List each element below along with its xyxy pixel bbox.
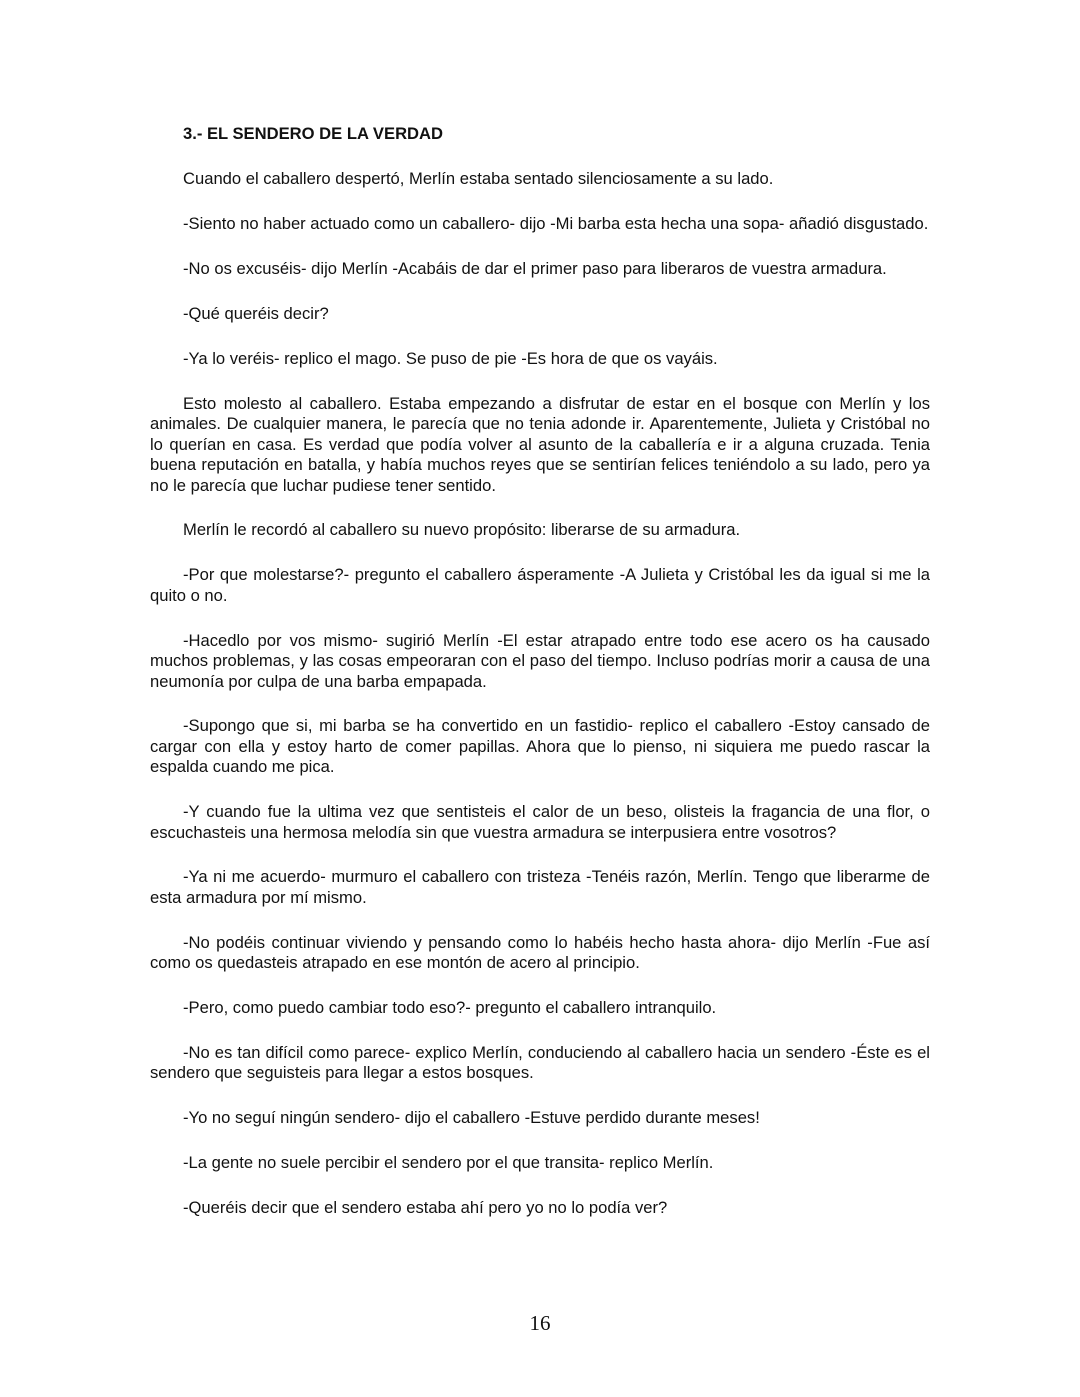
paragraph: Merlín le recordó al caballero su nuevo propósito: liberarse de su armadura.	[183, 520, 741, 540]
paragraph: -Queréis decir que el sendero estaba ahí pero yo no lo podía ver?	[183, 1198, 668, 1218]
paragraph: -Ya ni me acuerdo- murmuro el caballero con tristeza -Tenéis razón, Merlín. Tengo que liberarme de esta armadura por mí mismo.	[150, 867, 930, 907]
paragraph: Esto molesto al caballero. Estaba empezando a disfrutar de estar en el bosque con Merlín y los animales. De cualquier manera, le parecía que no tenia adonde ir. Aparentemente, Julieta y Cristóbal no lo querían en casa. Es verdad que podía volver al asunto de la caballería e ir a alguna cruzada. Tenia buena reputación en batalla, y había muchos reyes que se sentirían felices teniéndolo a su lado, pero ya no le parecía que luchar pudiese tener sentido.	[150, 393, 930, 495]
paragraph: -Ya lo veréis- replico el mago. Se puso de pie -Es hora de que os vayáis.	[183, 349, 718, 369]
paragraph: -Yo no seguí ningún sendero- dijo el caballero -Estuve perdido durante meses!	[183, 1108, 760, 1128]
page-content	[150, 124, 930, 1219]
paragraph: -Hacedlo por vos mismo- sugirió Merlín -El estar atrapado entre todo ese acero os ha causado muchos problemas, y las cosas empeoraran con el paso del tiempo. Incluso podrías morir a causa de una neumonía por culpa de una barba empapada.	[150, 630, 930, 691]
chapter-heading: 3.- EL SENDERO DE LA VERDAD	[183, 124, 444, 143]
paragraph: -Siento no haber actuado como un caballero- dijo -Mi barba esta hecha una sopa- añadió disgustado.	[183, 214, 929, 234]
paragraph: -No os excuséis- dijo Merlín -Acabáis de dar el primer paso para liberaros de vuestra armadura.	[183, 259, 887, 279]
paragraph: -Pero, como puedo cambiar todo eso?- pregunto el caballero intranquilo.	[183, 998, 717, 1018]
paragraph: -Qué queréis decir?	[183, 304, 329, 324]
paragraph: -No podéis continuar viviendo y pensando como lo habéis hecho hasta ahora- dijo Merlín -Fue así como os quedasteis atrapado en ese montón de acero al principio.	[150, 932, 930, 973]
paragraph: -Por que molestarse?- pregunto el caballero ásperamente -A Julieta y Cristóbal les da igual si me la quito o no.	[150, 565, 930, 605]
paragraph: -No es tan difícil como parece- explico Merlín, conduciendo al caballero hacia un sendero -Éste es el sendero que seguisteis para llegar a estos bosques.	[150, 1042, 930, 1083]
paragraph: -La gente no suele percibir el sendero por el que transita- replico Merlín.	[183, 1153, 714, 1173]
paragraph: Cuando el caballero despertó, Merlín estaba sentado silenciosamente a su lado.	[183, 169, 774, 189]
paragraph: -Y cuando fue la ultima vez que sentisteis el calor de un beso, olisteis la fragancia de una flor, o escuchasteis una hermosa melodía sin que vuestra armadura se interpusiera entre vosotros?	[150, 802, 930, 842]
page-number: 16	[529, 1311, 551, 1335]
paragraph: -Supongo que si, mi barba se ha convertido en un fastidio- replico el caballero -Estoy cansado de cargar con ella y estoy harto de comer papillas. Ahora que lo pienso, ni siquiera me puedo rascar la espalda cuando me pica.	[150, 716, 930, 777]
